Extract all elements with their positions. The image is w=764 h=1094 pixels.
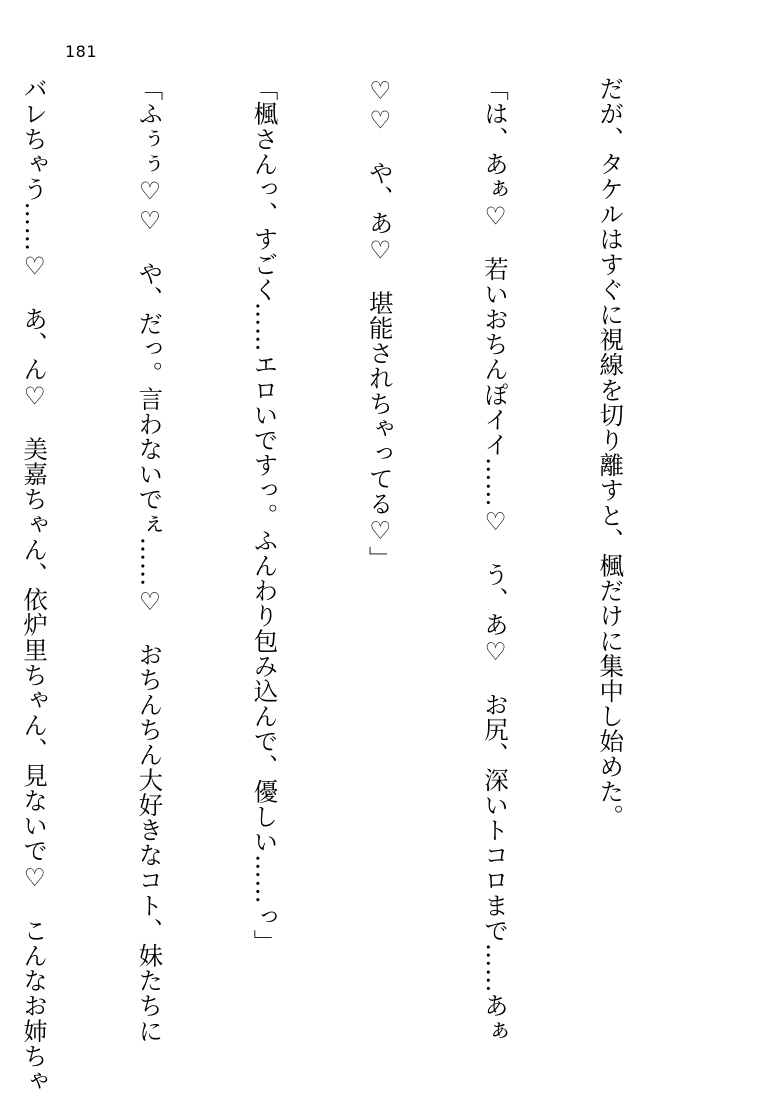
text-line: バレちゃう……♡ あ、ん♡ 美嘉ちゃん、依炉里ちゃん、見ないで♡ こんなお姉ちゃ: [20, 76, 50, 1094]
text-line: 「ふぅぅ♡♡ や、だっ。言わないでぇ……♡ おちんちん大好きなコト、妹たちに: [135, 76, 165, 1044]
text-line: 「は、あぁ♡ 若いおちんぽイイ……♡ う、あ♡ お尻、深いトコロまで……あぁ: [480, 76, 510, 1044]
text-line: だが、タケルはすぐに視線を切り離すと、楓だけに集中し始めた。: [596, 76, 626, 829]
page-number: 181: [65, 42, 98, 61]
text-line: 「楓さんっ、すごく……エロいですっ。ふんわり包み込んで、優しい……っ」: [250, 76, 280, 955]
body-text: [0, 76, 706, 1094]
text-line: ♡♡ や、あ♡ 堪能されちゃってる♡」: [365, 76, 395, 571]
